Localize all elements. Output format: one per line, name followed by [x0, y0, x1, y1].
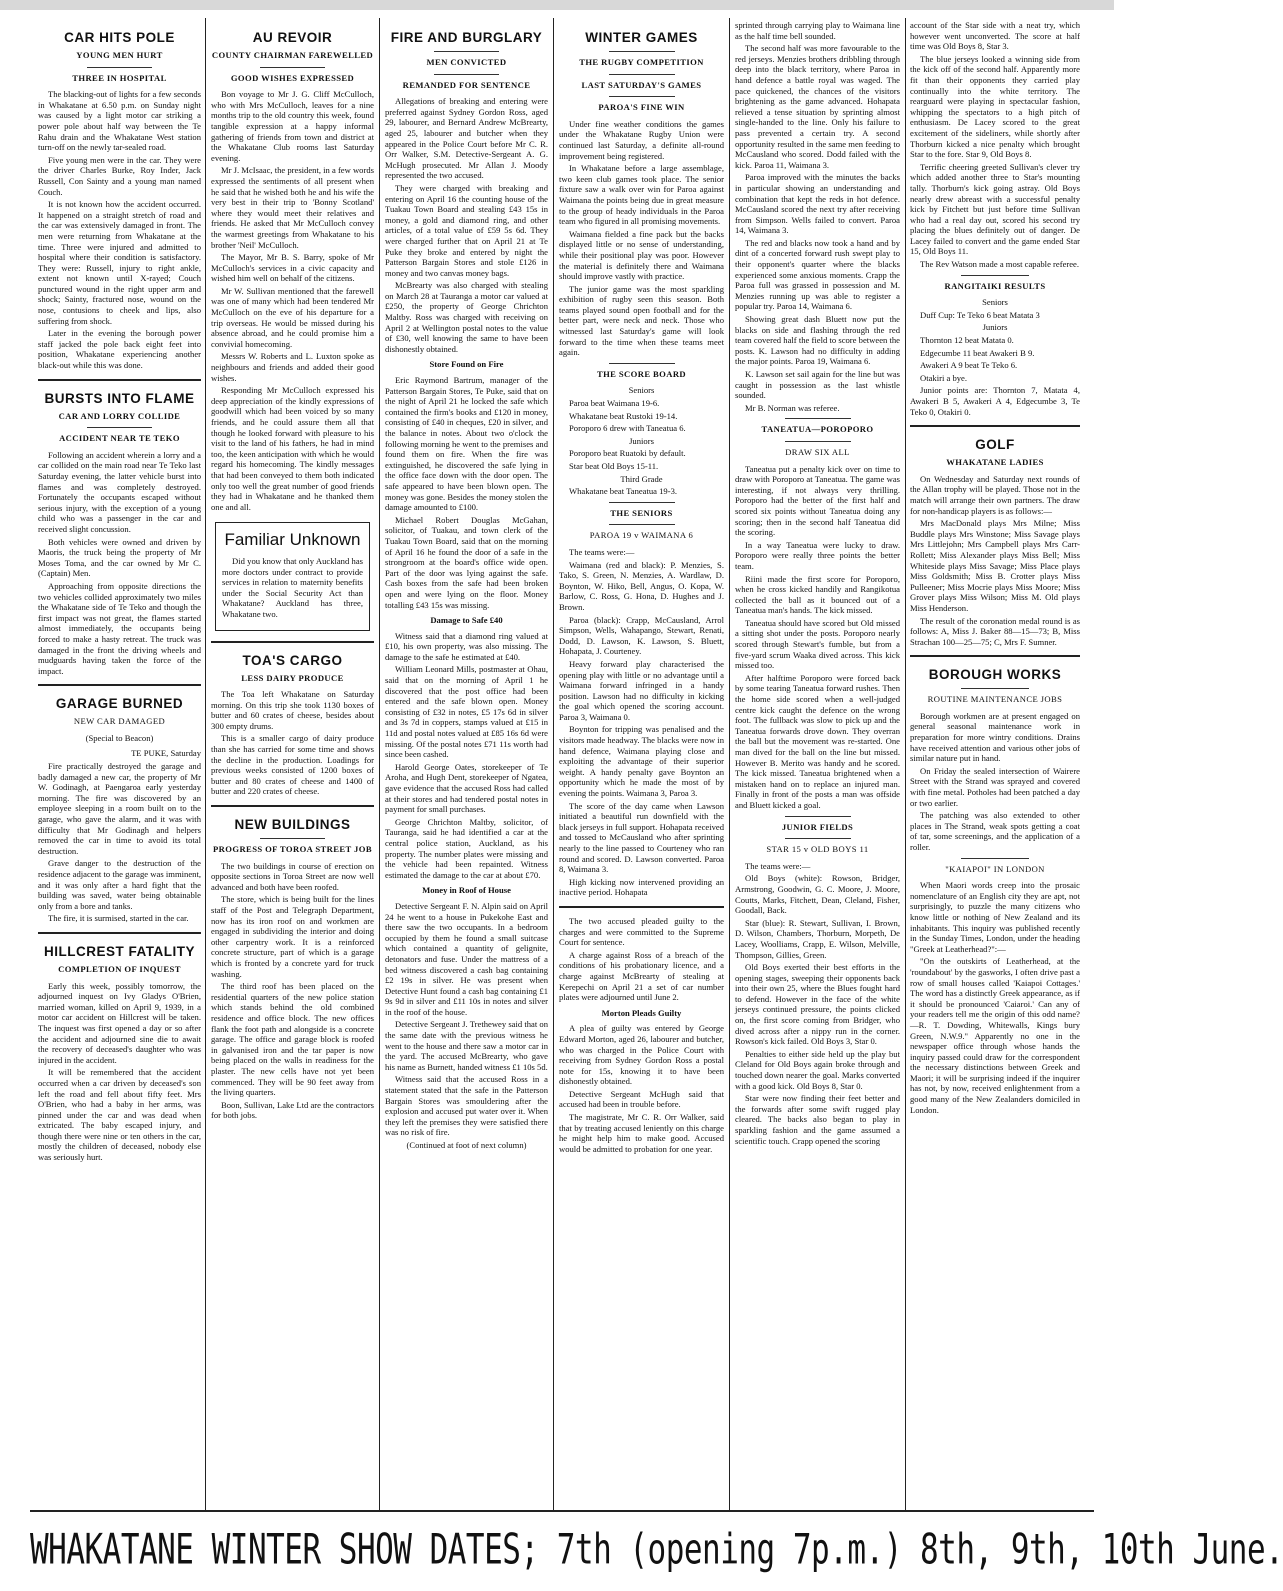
article-separator [910, 425, 1080, 427]
headline: CAR HITS POLE [64, 30, 175, 45]
article-separator [211, 805, 374, 807]
paragraph: Witness said that the accused Ross in a statement stated that the safe in the Patterson Bargain Stores was smouldering after the explosion and accused put water over it. When they left the premises they were satisfied there was no risk of fire. [385, 1074, 548, 1138]
article-separator [910, 655, 1080, 657]
subheading: THE RUGBY COMPETITION [579, 57, 704, 67]
paragraph: Mrs MacDonald plays Mrs Milne; Miss Buddle plays Mrs Winstone; Miss Savage plays Mrs Littlejohn; Mrs Campbell plays Mrs Carr-Rollett; Miss Alexander plays Miss Bell; Miss Whiteside plays Miss Savage; Miss Place plays Miss Goldsmith; Miss B. Crotter plays Miss Pulleener; Miss Mocrie plays Miss Moore; Miss Grover plays Miss Wilson; Miss M. Old plays Miss Henderson. [910, 518, 1080, 613]
paragraph: The score of the day came when Lawson initiated a beautiful run downfield with the black jerseys in full support. Hohapata received and tossed to McCausland who after sprinting nearly to the line passed to Courteney who ran round and scored. D. Lawson converted. Paroa 8, Waimana 3. [559, 800, 724, 875]
divider [609, 74, 675, 75]
paragraph: The second half was more favourable to the red jerseys. Menzies brothers dribbling through deep into the black territory, where Paroa in hand defence a battle royal was waged. The pace quickened, the chances of the visitors brightening as the game advanced. Hohapata relieved a tense situation by sprinting almost single-handed to the line. Only his failure to pass prevented a certain try. A second opportunity resulted in the same men feeding to McCausland who scored. Dodd failed with the kick. Paroa 11, Waimana 3. [735, 43, 900, 170]
paragraph: A charge against Ross of a breach of the conditions of his probationary licence, and a charge against McBrearty of stealing at Kerepechi on April 21 a set of car number plates were adjourned until June 2. [559, 949, 724, 1003]
divider [609, 363, 675, 364]
crosshead: Store Found on Fire [429, 359, 504, 370]
crosshead: Money in Roof of House [422, 885, 511, 896]
paragraph: Later in the evening the borough power staff jacked the pole back eight feet into position, Whakatane experiencing another black-out while this was done. [38, 328, 201, 371]
paragraph: High kicking now intervened providing an inactive period. Hohapata [559, 876, 724, 898]
paragraph: Taneatua should have scored but Old missed a sitting shot under the posts. Poroporo nearly scored through Stewart's fumble, but from a five-yard scrum Waaka dived across. This kick missed too. [735, 617, 900, 671]
paragraph: Old Boys exerted their best efforts in the opening stages, sweeping their opponents back into their own 25, where the Blues fought hard to defend. However in the face of the white jerseys continued pressure, the points clicked on, the first score coming from Bridger, who dived across after a nippy run in the corner. Rowson's kick failed. Old Boys 3, Star 0. [735, 962, 900, 1047]
result-line: Thornton 12 beat Matata 0. [920, 335, 1014, 346]
headline: TOA'S CARGO [242, 652, 343, 668]
divider [609, 502, 675, 503]
subheading: RANGITAIKI RESULTS [944, 280, 1046, 291]
subheading: ACCIDENT NEAR TE TEKO [59, 433, 180, 444]
paragraph: Grave danger to the destruction of the residence adjacent to the garage was imminent, and it was only after a hard fight that the building was saved, water being obtainable only from a bore and tanks. [38, 858, 201, 911]
headline: WINTER GAMES [585, 30, 698, 45]
divider [785, 816, 851, 817]
byline: (Special to Beacon) [85, 732, 154, 743]
results-heading: Third Grade [620, 473, 663, 484]
paragraph: Did you know that only Auckland has more doctors under contract to provide services in relation to maternity benefits under the Social Security Act than Whakatane? Auckland has three, Whakatane two. [222, 555, 363, 619]
paragraph: Responding Mr McCulloch expressed his deep appreciation of the kindly expressions of goodwill which had been voiced by so many friends, and he could assure them all that though he looked forward with pleasure to his visit to the land of his fathers, he had in mind too, the keen anticipation with which he would regard his homecoming. The kindly messages that had been conveyed to them both indicated only too well the great number of good friends they had in Whakatane and he thanked them one and all. [211, 385, 374, 512]
subheading: THE SENIORS [610, 507, 673, 518]
result-line: Awakeri A 9 beat Te Teko 6. [920, 360, 1018, 371]
crosshead: Damage to Safe £40 [430, 615, 503, 626]
paragraph: Boon, Sullivan, Lake Ltd are the contractors for both jobs. [211, 1099, 374, 1121]
paragraph: The blue jerseys looked a winning side from the kick off of the second half. Apparently more fit than their opponents they carried play continually into the white territory. The rearguard were playing in spectacular fashion, whipping the spectators to a high pitch of enthusiasm. De Lacey scored to the great excitement of the sideliners, while shortly after Thorburn kicked a nice penalty which brought Star to the fore. Star 9, Old Boys 8. [910, 53, 1080, 160]
paragraph: The store, which is being built for the lines staff of the Post and Telegraph Department, now has its iron roof on and workmen are engaged in subdividing the interior and doing other carpentry work. It is a reinforced concrete structure, part of which is a garage which is fronted by a concrete yard for truck washing. [211, 894, 374, 979]
paragraph: Riini made the first score for Poroporo, when he cross kicked handily and Rangikotua collected the ball as it bounced out of a Taneatua man's hands. The kick missed. [735, 573, 900, 616]
article-separator [38, 932, 201, 934]
paragraph: Taneatua put a penalty kick over on time to draw with Poroporo at Taneatua. The game was interesting, if not always very thrilling. Poroporo had the better of the first half and scored six points without Taneatua doing any scoring; then in the second half Taneatua did the scoring. [735, 463, 900, 538]
headline: HILLCREST FATALITY [44, 943, 195, 959]
result-line: Poroporo 6 drew with Taneatua 6. [569, 423, 686, 434]
divider [961, 688, 1029, 689]
result-line: Paroa beat Waimana 19-6. [569, 398, 660, 409]
paragraph: The result of the coronation medal round is as follows: A, Miss J. Baker 88—15—73; B, Miss Strachan 100—25—75; C, Mrs F. Sumner. [910, 615, 1080, 647]
paragraph: On Wednesday and Saturday next rounds of the Allan trophy will be played. Those not in the match will arrange their own partners. The draw for non-handicap players is as follows:— [910, 473, 1080, 516]
column-rule [729, 18, 730, 1510]
headline: BOROUGH WORKS [928, 667, 1062, 683]
divider [961, 858, 1029, 859]
show-dates-banner: WHAKATANE WINTER SHOW DATES; 7th (opening 7p.m.) 8th, 9th, 10th June. [30, 1525, 1283, 1575]
subheading: MEN CONVICTED [426, 57, 507, 67]
divider [609, 524, 675, 525]
result-line: Edgecumbe 11 beat Awakeri B 9. [920, 347, 1035, 358]
paragraph: They were charged with breaking and entering on April 16 the counting house of the Tuakau Town Board and stealing £43 15s in money, a gold and diamond ring, and other articles, of a total value of £59 5s 6d. They were charged further that on April 21 at Te Puke they broke and entered by night the Patterson Bargain Stores and stole £126 in money and two canvas money bags. [385, 182, 548, 278]
subheading: JUNIOR FIELDS [781, 821, 854, 832]
divider [785, 838, 851, 839]
divider [434, 51, 499, 52]
divider [260, 838, 325, 839]
paragraph: In a way Taneatua were lucky to draw. Poroporo were really three points the better team. [735, 539, 900, 571]
paragraph: Michael Robert Douglas McGahan, solicitor, of Tuakau, and town clerk of the Tuakau Town Board, said that on the morning of April 16 he found the door of a safe in the strongroom at the board's office wide open. Part of the door was lying against the safe. Cash boxes from the safe had been broken open and were lying on the floor. Money totalling £43 15s was missing. [385, 514, 548, 610]
paragraph: Mr B. Norman was referee. [745, 402, 840, 413]
results-heading: Seniors [628, 385, 655, 396]
headline: AU REVOIR [252, 30, 333, 45]
paragraph: The Rev Watson made a most capable referee. [920, 259, 1080, 270]
results-heading: Juniors [982, 322, 1008, 333]
paragraph: The third roof has been placed on the residential quarters of the new police station which stands behind the old combined residence and office block. The new offices flank the foot path and alongside is a concrete garage. The office and garage block is roofed in galvanised iron and the tar paper is now being placed on the walls in readiness for the plaster. The new cells have not yet been commenced. They will be 90 feet away from the living quarters. [211, 981, 374, 1098]
subheading: TANEATUA—POROPORO [761, 424, 874, 435]
article-separator [559, 906, 724, 908]
paragraph: Heavy forward play characterised the opening play with little or no advantage until a Waimana forward infringed in a handy position. Lawson had no difficulty in kicking the goal which opened the scoring account. Paroa 3, Waimana 0. [559, 658, 724, 722]
result-line: Star beat Old Boys 15-11. [569, 461, 659, 471]
paragraph: account of the Star side with a neat try, which however went unconverted. The score at half time was Old Boys 8, Star 3. [910, 20, 1080, 52]
dateline: TE PUKE, Saturday [131, 748, 201, 759]
paragraph: It will be remembered that the accident occurred when a car driven by deceased's son left the road and fell about fifty feet. Mrs O'Brien, who had a baby in her arms, was pinned under the car and was dead when extricated. The baby escaped injury, and though there were nine or ten others in the car, mostly the children of deceased, nobody else was seriously hurt. [38, 1067, 201, 1163]
divider [260, 67, 325, 68]
paragraph: Harold George Oates, storekeeper of Te Aroha, and Hugh Dent, storekeeper of Ngatea, gave evidence that the accused Ross had called at their stores and had tendered postal notes in payment for small purchases. [385, 761, 548, 815]
subheading: GOOD WISHES EXPRESSED [230, 72, 355, 83]
paragraph: Messrs W. Roberts and L. Luxton spoke as neighbours and friends and added their good wishes. [211, 351, 374, 383]
paragraph: The blacking-out of lights for a few seconds in Whakatane at 6.50 p.m. on Sunday night was caused by a light motor car striking a power pole about half way between the Te Rahu drain and the Whakatane West station turn-off on the newly tar-sealed road. [38, 89, 201, 153]
paragraph: Approaching from opposite directions the two vehicles collided approximately two miles the Whakatane side of Te Teko and though the first impact was not great, the flames started almost immediately, the occupants being forced to make a hasty retreat. The truck was damaged in the front the driving wheels and mudguards having taken the force of the impact. [38, 580, 201, 676]
subheading: THREE IN HOSPITAL [72, 72, 167, 83]
subheading: PAROA'S FINE WIN [598, 102, 685, 113]
boxed-feature [215, 522, 370, 630]
paragraph: Star (blue): R. Stewart, Sullivan, I. Brown, D. Wilson, Chambers, Thorburn, Morpeth, De Lacey, Woolliams, Crapp, E. Wilson, Melville, Thompson, Gillies, Green. [735, 917, 900, 960]
paragraph: A plea of guilty was entered by George Edward Morton, aged 26, labourer and butcher, who was charged in the Police Court with receiving from Sydney Gordon Ross a postal note for 15s, knowing it to have been dishonestly obtained. [559, 1023, 724, 1087]
column-rule [905, 18, 906, 1510]
paragraph: Showing great dash Bluett now put the blacks on side and flashing through the red team covered half the field to score between the posts. K. Lawson had no difficulty in adding the major points. Paroa 19, Waimana 6. [735, 314, 900, 367]
subheading: LAST SATURDAY'S GAMES [581, 79, 702, 90]
paragraph: The two accused pleaded guilty to the charges and were committed to the Supreme Court for sentence. [559, 915, 724, 948]
subheading: YOUNG MEN HURT [76, 50, 163, 60]
subheading: STAR 15 v OLD BOYS 11 [766, 844, 869, 855]
paragraph: The Toa left Whakatane on Saturday morning. On this trip she took 1130 boxes of butter and 60 crates of cheese, besides about 300 empty drums. [211, 689, 374, 731]
crosshead: Morton Pleads Guilty [601, 1007, 682, 1018]
feature-title: Familiar Unknown [224, 530, 361, 550]
headline: GOLF [975, 437, 1015, 453]
result-line: Otakiri a bye. [920, 372, 968, 383]
paragraph: Mr J. McIsaac, the president, in a few words expressed the sentiments of all present when he said that he wished both he and his wife the very best in their trip to 'Bonny Scotland' where they would meet their relatives and friends. He asked that Mr McCulloch convey the warmest greetings from Whakatane to his brother 'Neil' McCulloch. [211, 165, 374, 250]
column-2 [211, 20, 374, 1506]
subheading: COUNTY CHAIRMAN FAREWELLED [211, 50, 374, 60]
paragraph: Detective Sergeant J. Trethewey said that on the same date with the previous witness he went to the house and there saw a motor car in the yard. The accused McBrearty, who gave his name as Burnett, handed witness £1 10s 5d. [385, 1019, 548, 1072]
paragraph: The junior game was the most sparkling exhibition of rugby seen this season. Both teams played sound open football and for the better part, were neck and neck. Those who witnessed last Saturday's game will look forward to the time when these teams meet again. [559, 283, 724, 358]
paragraph: Waimana fielded a fine pack but the backs displayed little or no sense of understanding, while their positional play was poor. However the material is definitely there and Waimana should improve vastly with practice. [559, 228, 724, 282]
paragraph: Paroa (black): Crapp, McCausland, Arrol Simpson, Wells, Wahapango, Stewart, Renati, Dodd, D. Lawson, K. Lawson, S. Bluett, Hohapata, J. Courteney. [559, 614, 724, 657]
column-rule [379, 18, 380, 1510]
divider [961, 275, 1029, 276]
paragraph: On Friday the sealed intersection of Wairere Street with the Strand was sprayed and covered with fine metal. Potholes had been patched a day or two earlier. [910, 765, 1080, 808]
paragraph: Borough workmen are at present engaged on general seasonal maintenance work in preparation for more wintry conditions. Drains have received attention and various other jobs of similar nature put in hand. [910, 710, 1080, 764]
subheading: "KAIAPOI" IN LONDON [945, 863, 1045, 874]
paragraph: The patching was also extended to other places in The Strand, weak spots getting a coat of tar, some screenings, and the application of a roller. [910, 810, 1080, 852]
paragraph: Allegations of breaking and entering were preferred against Sydney Gordon Ross, aged 29, labourer, and Bernard Andrew McBrearty, aged 25, labourer and butcher when they appeared in the Police Court before Mr C. R. Orr Walker, S.M. Detective-Sergeant A. G. McHugh prosecuted. Mr Allan J. Moody represented the two accused. [385, 96, 548, 181]
paragraph: The teams were:— [569, 546, 635, 557]
paragraph: "On the outskirts of Leatherhead, at the 'roundabout' by the gasworks, I often drive past a row of small houses called 'Kaiapoi Cottages.' The word has a distinctly Greek appearance, as if it should be pronounced 'Caiaroi.' Can any of your readers tell me the origin of this odd name? —R. T. Dowding, Whitewalls, Kings bury Green, N.W.9." Apparently no one in the newspaper office through whose hands the inquiry passed could draw for the correspondent the necessary distinctions between Greek and Maori; it will be surprising indeed if the inquirer has not, by now, received enlightenment from a good many of the New Zealanders domiciled in London. [910, 956, 1080, 1115]
paragraph: Mr W. Sullivan mentioned that the farewell was one of many which had been tendered Mr McCulloch on the eve of his departure for a trip overseas. He would be missed during his absence abroad, and he could promise him a convivial homecoming. [211, 285, 374, 349]
paragraph: Early this week, possibly tomorrow, the adjourned inquest on Ivy Gladys O'Brien, married woman, killed on April 9, 1939, in a motor car accident on Hillcrest will be taken. The inquest was first opened a day or so after the accident and adjourned sine die to await the recovery of deceased's daughter who was injured in the accident. [38, 980, 201, 1065]
subheading: PAROA 19 v WAIMANA 6 [589, 530, 694, 541]
paragraph: Terrific cheering greeted Sullivan's clever try which added another three to Star's mounting tally. Thorburn's kick going astray. Old Boys nearly drew abreast with a successful penalty kick by Fitchett but just before time Sullivan who had a real day out, scored his second try placing the blues definitely out of danger. De Lacey failed to convert and the game ended Star 15, Old Boys 11. [910, 161, 1080, 257]
paragraph: This is a smaller cargo of dairy produce than she has carried for some time and shows the decline in the production. Loadings for previous weeks consisted of 1200 boxes of butter and 80 crates of cheese and 1400 of butter and 220 crates of cheese. [211, 733, 374, 797]
paragraph: The teams were:— [745, 860, 811, 871]
column-rule [205, 18, 206, 1510]
paragraph: Waimana (red and black): P. Menzies, S. Tako, S. Green, N. Menzies, A. Wardlaw, D. Boynton, W. Hiko, Bell, Angus, O. Kopa, W. Barlow, C. Ross, G. Hona, D. Hughes and J. Brown. [559, 559, 724, 612]
paragraph: Fire practically destroyed the garage and badly damaged a new car, the property of Mr W. Godinagh, at Paengaroa early yesterday morning. The fire was discovered by an employee sleeping in a room built on to the garage, who gave the alarm, and it was with difficulty that Mr Godinagh and helpers removed the car in time to avoid its total destruction. [38, 761, 201, 856]
paragraph: Eric Raymond Bartrum, manager of the Patterson Bargain Stores, Te Puke, said that on the night of April 21 he locked the safe which contained the firm's books and £120 in money, consisting of £40 in cheques, £20 in silver, and the balance in notes. About two o'clock the following morning he went to the premises and found them on fire. When the fire was extinguished, he discovered the safe lying in the office face down with the door open. The safe appeared to have been blown open. The money was gone. Besides the money stolen the damage amounted to £100. [385, 375, 548, 513]
result-line: Whakatane beat Rustoki 19-14. [569, 410, 678, 421]
paragraph: The red and blacks now took a hand and by dint of a concerted forward rush swept play to their opponent's quarter where the blacks experienced some anxious moments. Crapp the Paroa full was grassed in possession and M. Menzies running up was able to register a popular try. Paroa 14, Waimana 6. [735, 237, 900, 312]
subheading: CAR AND LORRY COLLIDE [58, 410, 181, 421]
headline: BURSTS INTO FLAME [44, 390, 195, 406]
article-separator [38, 684, 201, 686]
continuation-note: (Continued at foot of next column) [406, 1140, 527, 1150]
paragraph: After halftime Poroporo were forced back by some tearing Taneatua forward rushes. Then the home side scored when a well-judged centre kick caught the defence on the wrong foot. The fullback was slow to pick up and the Taneatua forwards drove down. They overran the ball but the movement was re-started. One man dived for the ball on the line but missed. However B. Merito was handy and he scored. The kick missed. Taneatua brightened when a mistaken hand on to replace an injured man. Finally in front of the posts a man was offside and Bluett kicked a goal. [735, 672, 900, 810]
paragraph: Witness said that a diamond ring valued at £10, his own property, was also missing. The damage to the safe he estimated at £40. [385, 630, 548, 662]
paragraph: Star were now finding their feet better and the forwards after some swift rugged play cleared. The backs also began to play in sparkling fashion and the game assumed a scientific touch. Crapp opened the scoring [735, 1093, 900, 1146]
column-rule [553, 18, 554, 1510]
paragraph: In Whakatane before a large assemblage, two keen club games took place. The senior fixture saw a walk over win for Paroa against Waimana the points being due in great measure to the group of heady individuals in the Paroa team who figured in all promising movements. [559, 163, 724, 227]
column-4 [559, 20, 724, 1506]
paragraph: McBrearty was also charged with stealing on March 28 at Tauranga a motor car valued at £250, the property of George Chrichton Maltby. Ross was charged with receiving on April 2 at Wellington postal notes to the value of £30, well knowing the same to have been dishonestly obtained. [385, 280, 548, 354]
article-separator [38, 379, 201, 381]
subheading: LESS DAIRY PRODUCE [241, 672, 344, 683]
subheading: THE SCORE BOARD [596, 368, 687, 379]
paragraph: Junior points are: Thornton 7, Matata 4, Awakeri B 5, Awakeri A 4, Edgecumbe 3, Te Teko 0, Otakiri 0. [910, 385, 1080, 417]
divider [434, 74, 499, 75]
paragraph: George Chrichton Maltby, solicitor, of Tauranga, said he had identified a car at the central police station, Auckland, as his property. The number plates were missing and the vehicle had been repainted. Witness estimated the damage to the car at about £70. [385, 816, 548, 880]
headline: NEW BUILDINGS [234, 817, 351, 833]
paragraph: Following an accident wherein a lorry and a car collided on the main road near Te Teko last Saturday evening, the latter vehicle burst into flames and was completely destroyed. Fortunately the occupants escaped without serious injury, with the exception of a young child who was a passenger in the car and received slight concussion. [38, 449, 201, 534]
paragraph: Bon voyage to Mr J. G. Cliff McCulloch, who with Mrs McCulloch, leaves for a nine months trip to the old country this week, found tangible expression at a happy informal gathering of friends from town and district at the Whakatane Club rooms last Saturday evening. [211, 89, 374, 163]
column-5 [735, 20, 900, 1506]
paragraph: The two buildings in course of erection on opposite sections in Toroa Street are now well advanced and both have been roofed. [211, 860, 374, 892]
paragraph: The Mayor, Mr B. S. Barry, spoke of Mr McCulloch's services in a civic capacity and wished him well on behalf of the citizens. [211, 252, 374, 284]
divider [785, 441, 851, 442]
paragraph: The fire, it is surmised, started in the car. [48, 913, 189, 924]
headline: FIRE AND BURGLARY [390, 30, 543, 45]
divider [87, 67, 152, 68]
paragraph: Old Boys (white): Rowson, Bridger, Armstrong, Goodwin, G. C. Moore, J. Moore, Coutts, Marks, Fitchett, Dean, Cleland, Fisher, Goodall, Back. [735, 873, 900, 916]
subheading: WHAKATANE LADIES [946, 457, 1044, 468]
subheading: PROGRESS OF TOROA STREET JOB [213, 844, 372, 855]
column-3 [385, 20, 548, 1506]
divider [609, 51, 675, 52]
paragraph: Under fine weather conditions the games under the Whakatane Rugby Union were continued last Saturday, a definite all-round improvement being registered. [559, 118, 724, 161]
paragraph: Detective Sergeant F. N. Alpin said on April 24 he went to a house in Pukekohe East and there saw the two occupants. In a bedroom occupied by them he found a small suitcase which contained a quantity of gelignite, detonators and fuse. Under the mattress of a bed witness discovered a cash bag containing £2 19s in silver. He was present when Detective Hunt found a cash bag containing £1 9s 9d in silver and £11 10s in notes and silver in the roof of the house. [385, 900, 548, 1017]
subheading: NEW CAR DAMAGED [73, 716, 166, 727]
paragraph: Paroa improved with the minutes the backs in particular showing an understanding and combination that kept the reds in hot defence. McCausland scored the next try after receiving from Simpson. Wells failed to convert. Paroa 14, Waimana 3. [735, 172, 900, 236]
paragraph: The magistrate, Mr C. R. Orr Walker, said that by treating accused leniently on this charge he might help him to make good. Accused would be admitted to probation for one year. [559, 1112, 724, 1154]
paragraph: It is not known how the accident occurred. It happened on a straight stretch of road and the car was extensively damaged in front. The men were returning from Whakatane at the time. Three were injured and admitted to hospital where their condition is satisfactory. They were: Russell, injury to right ankle, extent not known until X-rayed; Couch punctured wound in the right upper arm and shock; Sainty, fractured nose, wound on the nose, contusions to cheek and lips, also suffering from shock. [38, 199, 201, 326]
paragraph: Boynton for tripping was penalised and the visitors made headway. The blacks were now in hand defence, Waimana playing close and exploiting the advantage of their superior weight. A handy penalty gave Boynton an opportunity which he made the most of by evening the points. Waimana 3, Paroa 3. [559, 724, 724, 799]
paragraph: K. Lawson set sail again for the line but was caught in possession as the last whistle sounded. [735, 369, 900, 401]
subheading: COMPLETION OF INQUEST [58, 963, 181, 974]
divider [87, 427, 152, 428]
paragraph: sprinted through carrying play to Waimana line as the half time bell sounded. [735, 20, 900, 41]
paragraph: When Maori words creep into the prosaic nomenclature of an English city they are apt, not surprisingly, to puzzle the many citizens who know little or nothing of New Zealand and its inhabitants. This inquiry was published recently in the Sunday Times, London, under the heading "Greek at Leatherhead?":— [910, 880, 1080, 954]
divider [609, 96, 675, 97]
column-1 [38, 20, 201, 1506]
paragraph: Penalties to either side held up the play but Cleland for Old Boys again broke through and touched down nearer the goal. Marks converted with a good kick. Old Boys 8, Star 0. [735, 1048, 900, 1091]
subheading: DRAW SIX ALL [785, 446, 850, 457]
results-heading: Juniors [629, 435, 654, 446]
column-6 [910, 20, 1080, 1506]
scan-top-edge [0, 0, 1114, 10]
results-heading: Seniors [982, 297, 1008, 308]
paragraph: William Leonard Mills, postmaster at Ohau, said that on the morning of April 1 he discovered that the post office had been entered and the safe blown open. Money consisting of £32 in notes, £5 17s 6d in silver and 3s 7d in coppers, stamps valued at £15 in 11d and postal notes valued at £85 16s 6d were missing. Of the postal notes £71 11s worth had since been cashed. [385, 664, 548, 760]
result-line: Poroporo beat Ruatoki by default. [569, 448, 686, 459]
result-line: Whakatane beat Taneatua 19-3. [569, 486, 678, 497]
result-line: Duff Cup: Te Teko 6 beat Matata 3 [920, 309, 1040, 320]
divider [785, 418, 851, 419]
paragraph: Both vehicles were owned and driven by Maoris, the truck being the property of Mr Moses Toma, and the car owned by Mr C. (Captain) Men. [38, 536, 201, 579]
paragraph: Five young men were in the car. They were the driver Charles Burke, Roy Inder, Jack Russell, Con Sainty and a young man named Couch. [38, 154, 201, 197]
article-separator [211, 641, 374, 643]
paragraph: Detective Sergeant McHugh said that accused had been in trouble before. [559, 1088, 724, 1110]
subheading: ROUTINE MAINTENANCE JOBS [927, 694, 1063, 705]
subheading: REMANDED FOR SENTENCE [402, 79, 531, 90]
headline: GARAGE BURNED [55, 696, 184, 712]
